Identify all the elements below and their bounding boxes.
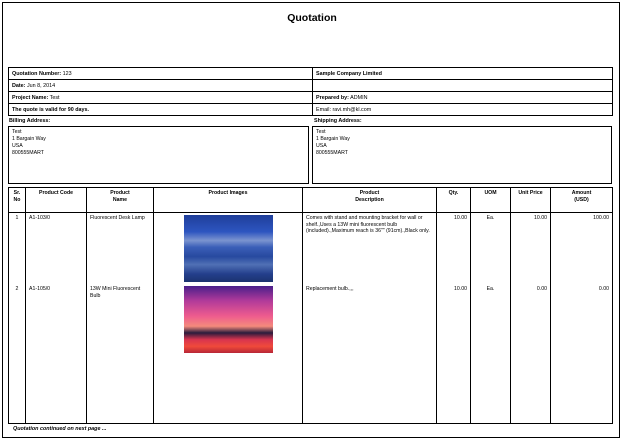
billing-address-box [8, 126, 309, 184]
col-header-amount: Amount (USD) [551, 188, 613, 213]
cell-amount: 0.00 [551, 284, 613, 424]
billing-line: Test [12, 129, 22, 135]
date-cell [9, 80, 313, 92]
cell-sr: 1 [9, 213, 26, 285]
table-header-row [9, 188, 613, 213]
shipping-line: USA [316, 143, 327, 149]
cell-uom: Ea. [471, 284, 511, 424]
billing-label: Billing Address: [9, 118, 51, 124]
cell-uom: Ea. [471, 213, 511, 285]
project-label: Project Name: [12, 94, 49, 101]
email-label: Email: [316, 106, 331, 113]
prepared-value: ADMIN [350, 94, 368, 101]
email-cell [313, 104, 613, 116]
company-name: Sample Company Limited [313, 68, 613, 80]
shipping-line: Test [316, 129, 326, 135]
shipping-line: 1 Bargain Way [316, 136, 350, 142]
cell-name: Fluorescent Desk Lamp [87, 213, 154, 285]
col-header-qty: Qty. [437, 188, 471, 213]
col-header-code: Product Code [26, 188, 87, 213]
quote-number-cell [9, 68, 313, 80]
line-items-table [8, 187, 613, 424]
empty-cell [313, 80, 613, 92]
cell-amount: 100.00 [551, 213, 613, 285]
col-header-desc: Product Description [303, 188, 437, 213]
billing-line: USA [12, 143, 23, 149]
prepared-label: Prepared by: [316, 94, 349, 101]
project-value: Test [49, 94, 60, 101]
quote-number-value: 123 [62, 70, 72, 77]
table-row [9, 284, 613, 424]
table-row [9, 213, 613, 285]
billing-line: 800555MART [12, 150, 44, 156]
product-image-desk-lamp [184, 215, 273, 282]
shipping-address-box [312, 126, 612, 184]
cell-image [154, 213, 303, 285]
cell-name: 13W Mini Fluorescent Bulb [87, 284, 154, 424]
cell-qty: 10.00 [437, 213, 471, 285]
quote-number-label: Quotation Number: [12, 70, 62, 77]
project-cell [9, 92, 313, 104]
col-header-images: Product Images [154, 188, 303, 213]
cell-image [154, 284, 303, 424]
validity-note: The quote is valid for 90 days. [9, 104, 313, 116]
prepared-cell [313, 92, 613, 104]
cell-desc: Replacement bulb.,,, [303, 284, 437, 424]
date-label: Date: [12, 82, 26, 89]
col-header-uom: UOM [471, 188, 511, 213]
cell-price: 10.00 [511, 213, 551, 285]
page-title: Quotation [287, 12, 337, 24]
cell-sr: 2 [9, 284, 26, 424]
col-header-sr: Sr. No [9, 188, 26, 213]
shipping-label: Shipping Address: [314, 118, 362, 124]
col-header-price: Unit Price [511, 188, 551, 213]
billing-line: 1 Bargain Way [12, 136, 46, 142]
cell-code: A1-103/0 [26, 213, 87, 285]
shipping-line: 800555MART [316, 150, 348, 156]
quotation-info-table [8, 67, 613, 116]
cell-code: A1-105/0 [26, 284, 87, 424]
cell-price: 0.00 [511, 284, 551, 424]
email-value: ravi.mh@kl.com [332, 106, 372, 113]
continued-note: Quotation continued on next page ... [13, 426, 107, 432]
product-image-bulb [184, 286, 273, 353]
cell-desc: Comes with stand and mounting bracket for wall or shelf.,Uses a 13W mini fluorescent bulb (included).,Maximum reach is 36"" (91cm).,Black only. [303, 213, 437, 285]
date-value: Jun 8, 2014 [26, 82, 56, 89]
col-header-name: Product Name [87, 188, 154, 213]
cell-qty: 10.00 [437, 284, 471, 424]
